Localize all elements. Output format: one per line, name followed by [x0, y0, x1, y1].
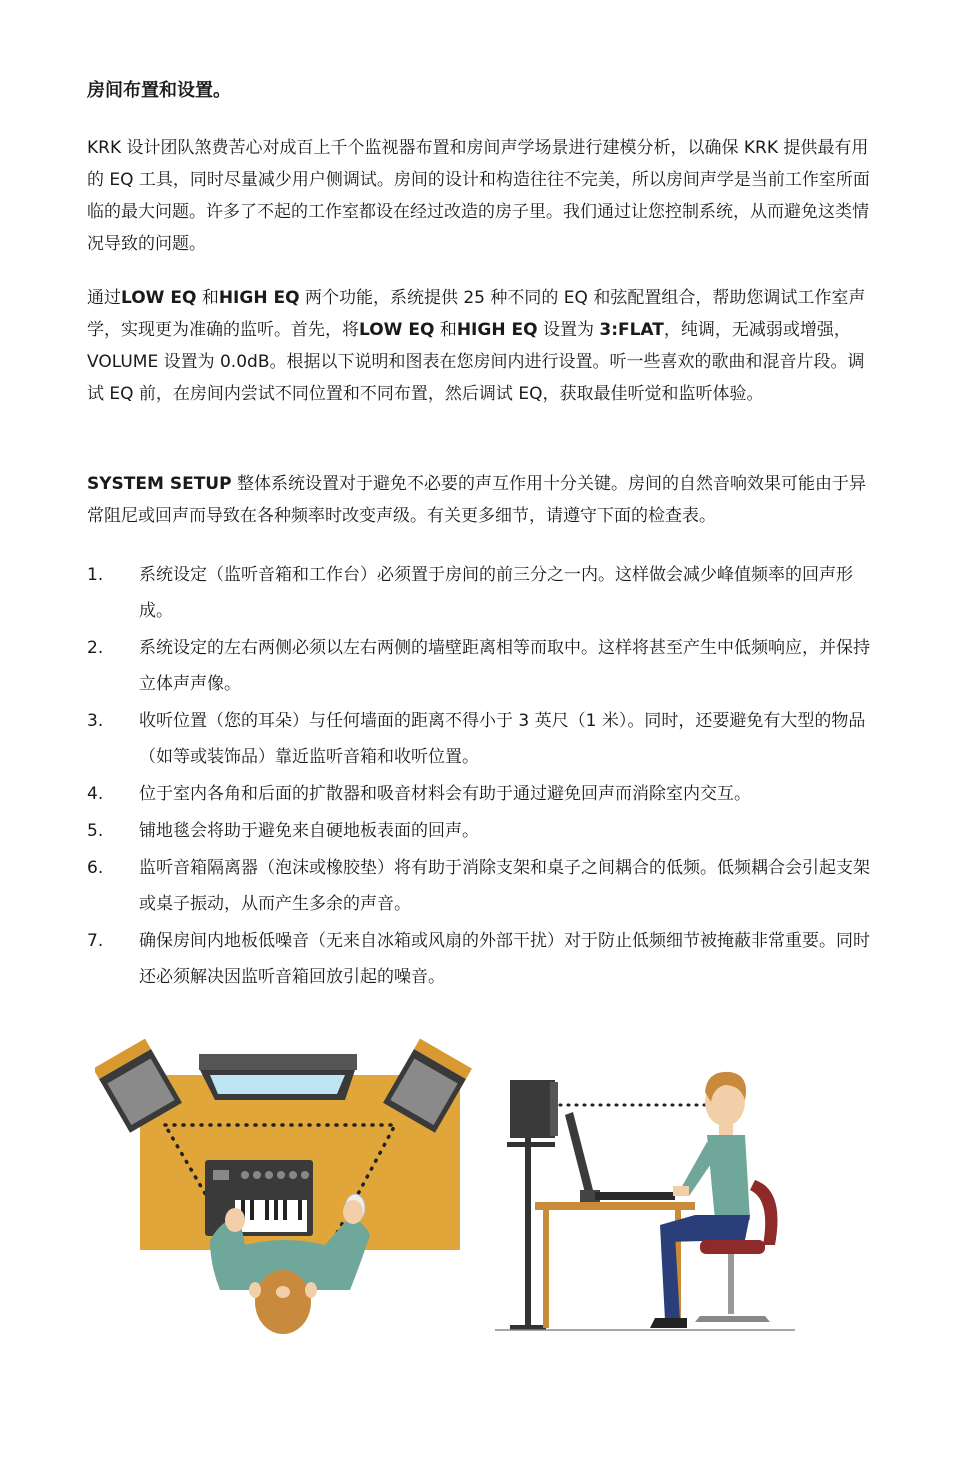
top-down-layout-figure — [95, 1039, 472, 1334]
eq-text-5: 设置为 — [537, 320, 600, 340]
high-eq-label: HIGH EQ — [218, 288, 300, 308]
eq-text-2: 和 — [196, 288, 219, 308]
desk-side — [535, 1202, 695, 1210]
eq-text-3: 两个功能，系统提供 25 种不同的 EQ 和弦配置组合，帮助您调试工作室声学，实现更为准确的监听。首先，将 — [87, 288, 866, 340]
system-setup-paragraph — [87, 468, 877, 532]
list-number: 5. — [87, 821, 104, 841]
list-text: 位于室内各角和后面的扩散器和吸音材料会有助于通过避免回声而消除室内交互。 — [139, 784, 751, 804]
section-heading: 房间布置和设置。 — [87, 80, 231, 101]
speaker-side-icon — [510, 1080, 555, 1138]
system-setup-label: SYSTEM SETUP — [87, 474, 232, 494]
flat-setting-label: 3:FLAT — [599, 320, 664, 340]
checklist — [87, 557, 877, 996]
list-text: 收听位置（您的耳朵）与任何墙面的距离不得小于 3 英尺（1 米）。同时，还要避免有大型的物品（如等或装饰品）靠近监听音箱和收听位置。 — [139, 711, 866, 767]
eq-text-6: ，纯调，无减弱或增强，VOLUME 设置为 0.0dB。根据以下说明和图表在您房间内进行设置。听一些喜欢的歌曲和混音片段。调试 EQ 前，在房间内尝试不同位置和不同布置，然后调试 EQ，获取最佳听觉和监听体验。 — [87, 320, 865, 404]
list-text: 铺地毯会将助于避免来自硬地板表面的回声。 — [139, 821, 479, 841]
eq-text-4: 和 — [434, 320, 457, 340]
list-item — [87, 923, 877, 995]
speaker-stand — [525, 1138, 531, 1328]
list-text: 系统设定的左右两侧必须以左右两侧的墙壁距离相等而取中。这样将甚至产生中低频响应，并保持立体声声像。 — [139, 638, 870, 694]
setup-illustrations — [95, 1030, 875, 1350]
side-view-figure — [495, 1072, 795, 1330]
low-eq-label-2: LOW EQ — [359, 320, 435, 340]
list-number: 2. — [87, 638, 104, 658]
intro-paragraph: KRK 设计团队煞费苦心对成百上千个监视器布置和房间声学场景进行建模分析，以确保 KRK 提供最有用的 EQ 工具，同时尽量减少用户侧调试。房间的设计和构造往往不完美，所以房间声学是当前工作室所面临的最大问题。许多了不起的工作室都设在经过改造的房子里。我们通过让您控制系统，从而避免这类情况导致的问题。 — [87, 138, 870, 254]
list-item — [87, 630, 877, 702]
list-number: 3. — [87, 711, 104, 731]
piano-keys — [235, 1200, 307, 1232]
monitor-side-icon — [565, 1112, 593, 1193]
list-number: 6. — [87, 858, 104, 878]
list-item — [87, 850, 877, 922]
keyboard-side-icon — [595, 1192, 675, 1200]
list-text: 监听音箱隔离器（泡沫或橡胶垫）将有助于消除支架和桌子之间耦合的低频。低频耦合会引起支架或桌子振动，从而产生多余的声音。 — [139, 858, 870, 914]
monitor-bezel — [199, 1054, 357, 1070]
list-number: 4. — [87, 784, 104, 804]
eq-paragraph — [87, 282, 877, 410]
list-number: 1. — [87, 565, 104, 585]
high-eq-label-2: HIGH EQ — [456, 320, 538, 340]
list-number: 7. — [87, 931, 104, 951]
list-item — [87, 557, 877, 629]
low-eq-label: LOW EQ — [121, 288, 197, 308]
system-setup-text: 整体系统设置对于避免不必要的声互作用十分关键。房间的自然音响效果可能由于异常阻尼或回声而导致在各种频率时改变声级。有关更多细节，请遵守下面的检查表。 — [87, 474, 866, 526]
monitor-screen — [210, 1075, 345, 1094]
list-item — [87, 703, 877, 775]
list-item — [87, 776, 877, 812]
list-text: 确保房间内地板低噪音（无来自冰箱或风扇的外部干扰）对于防止低频细节被掩蔽非常重要。同时还必须解决因监听音箱回放引起的噪音。 — [139, 931, 870, 987]
eq-text-1: 通过 — [87, 288, 121, 308]
list-item — [87, 813, 877, 849]
list-text: 系统设定（监听音箱和工作台）必须置于房间的前三分之一内。这样做会减少峰值频率的回声形成。 — [139, 565, 853, 621]
